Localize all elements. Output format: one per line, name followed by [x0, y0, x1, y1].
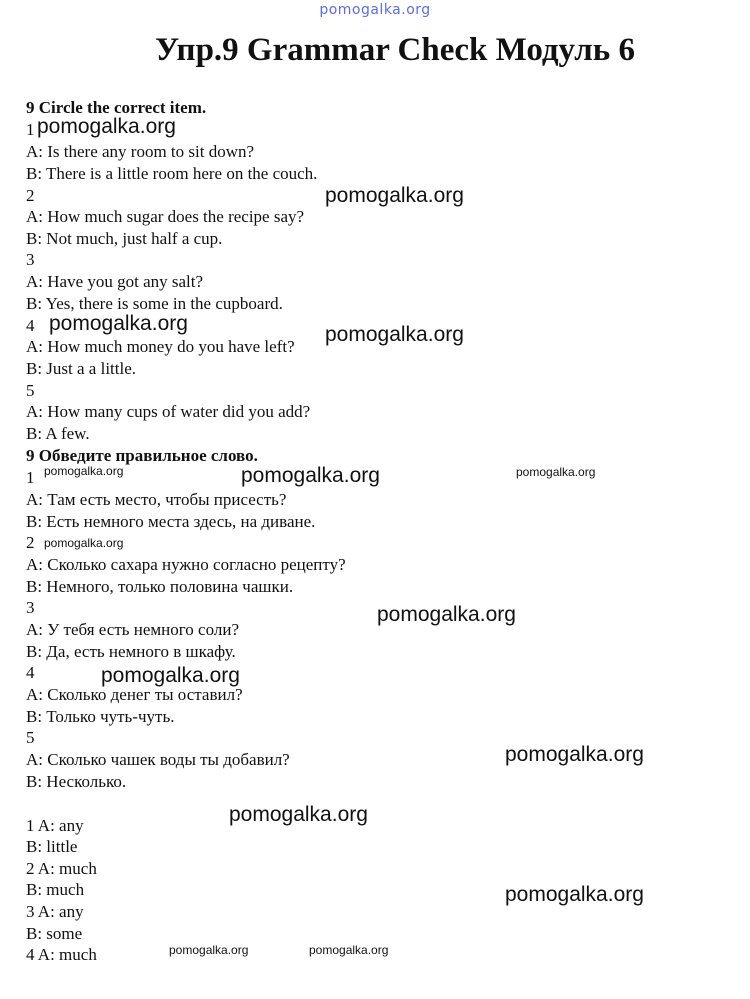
watermark: pomogalka.org	[325, 323, 464, 346]
answer-line: B: much	[26, 880, 85, 899]
item-number: 1	[26, 120, 35, 139]
line-a: A: Сколько денег ты оставил?	[26, 685, 243, 704]
watermark: pomogalka.org	[505, 883, 644, 906]
line-a: A: How much sugar does the recipe say?	[26, 207, 305, 226]
line-a: A: How much money do you have left?	[26, 337, 295, 356]
line-a: A: Have you got any salt?	[26, 272, 204, 291]
watermark: pomogalka.org	[377, 603, 516, 626]
item-number: 4	[26, 316, 35, 335]
line-b: B: Да, есть немного в шкафу.	[26, 642, 236, 661]
watermark: pomogalka.org	[37, 115, 176, 138]
line-b: B: Несколько.	[26, 772, 127, 791]
line-b: B: Немного, только половина чашки.	[26, 577, 294, 596]
line-a: A: Там есть место, чтобы присесть?	[26, 490, 287, 509]
answer-line: 4 A: much	[26, 945, 97, 964]
item-number: 2	[26, 186, 35, 205]
site-label: pomogalka.org	[319, 2, 431, 18]
watermark: pomogalka.org	[44, 536, 124, 550]
english-heading: 9 Circle the correct item.	[26, 98, 207, 117]
line-b: B: Есть немного места здесь, на диване.	[26, 512, 316, 531]
item-number: 4	[26, 663, 35, 682]
watermark: pomogalka.org	[44, 464, 124, 478]
item-number: 3	[26, 598, 35, 617]
watermark: pomogalka.org	[229, 803, 368, 826]
watermark: pomogalka.org	[309, 943, 389, 957]
watermark: pomogalka.org	[325, 184, 464, 207]
line-b: B: Только чуть-чуть.	[26, 707, 175, 726]
line-b: B: A few.	[26, 424, 90, 443]
line-b: B: Yes, there is some in the cupboard.	[26, 294, 283, 313]
line-b: B: Just a a little.	[26, 359, 137, 378]
watermark: pomogalka.org	[49, 312, 188, 335]
item-number: 5	[26, 381, 35, 400]
line-b: B: There is a little room here on the couch.	[26, 164, 318, 183]
watermark: pomogalka.org	[505, 743, 644, 766]
answer-line: B: some	[26, 924, 83, 943]
line-a: A: Is there any room to sit down?	[26, 142, 255, 161]
watermark: pomogalka.org	[241, 464, 380, 487]
answer-line: 3 A: any	[26, 902, 84, 921]
page-title: Упр.9 Grammar Check Модуль 6	[155, 32, 635, 68]
item-number: 3	[26, 250, 35, 269]
item-number: 2	[26, 533, 35, 552]
watermark: pomogalka.org	[516, 465, 596, 479]
line-b: B: Not much, just half a cup.	[26, 229, 223, 248]
item-number: 1	[26, 468, 35, 487]
line-a: A: У тебя есть немного соли?	[26, 620, 239, 639]
line-a: A: How many cups of water did you add?	[26, 402, 311, 421]
answer-line: B: little	[26, 837, 78, 856]
answer-line: 2 A: much	[26, 859, 97, 878]
watermark: pomogalka.org	[169, 943, 249, 957]
russian-heading: 9 Обведите правильное слово.	[26, 446, 258, 465]
answer-line: 1 A: any	[26, 816, 84, 835]
line-a: A: Сколько чашек воды ты добавил?	[26, 750, 290, 769]
watermark: pomogalka.org	[101, 664, 240, 687]
line-a: A: Сколько сахара нужно согласно рецепту?	[26, 555, 346, 574]
item-number: 5	[26, 728, 35, 747]
